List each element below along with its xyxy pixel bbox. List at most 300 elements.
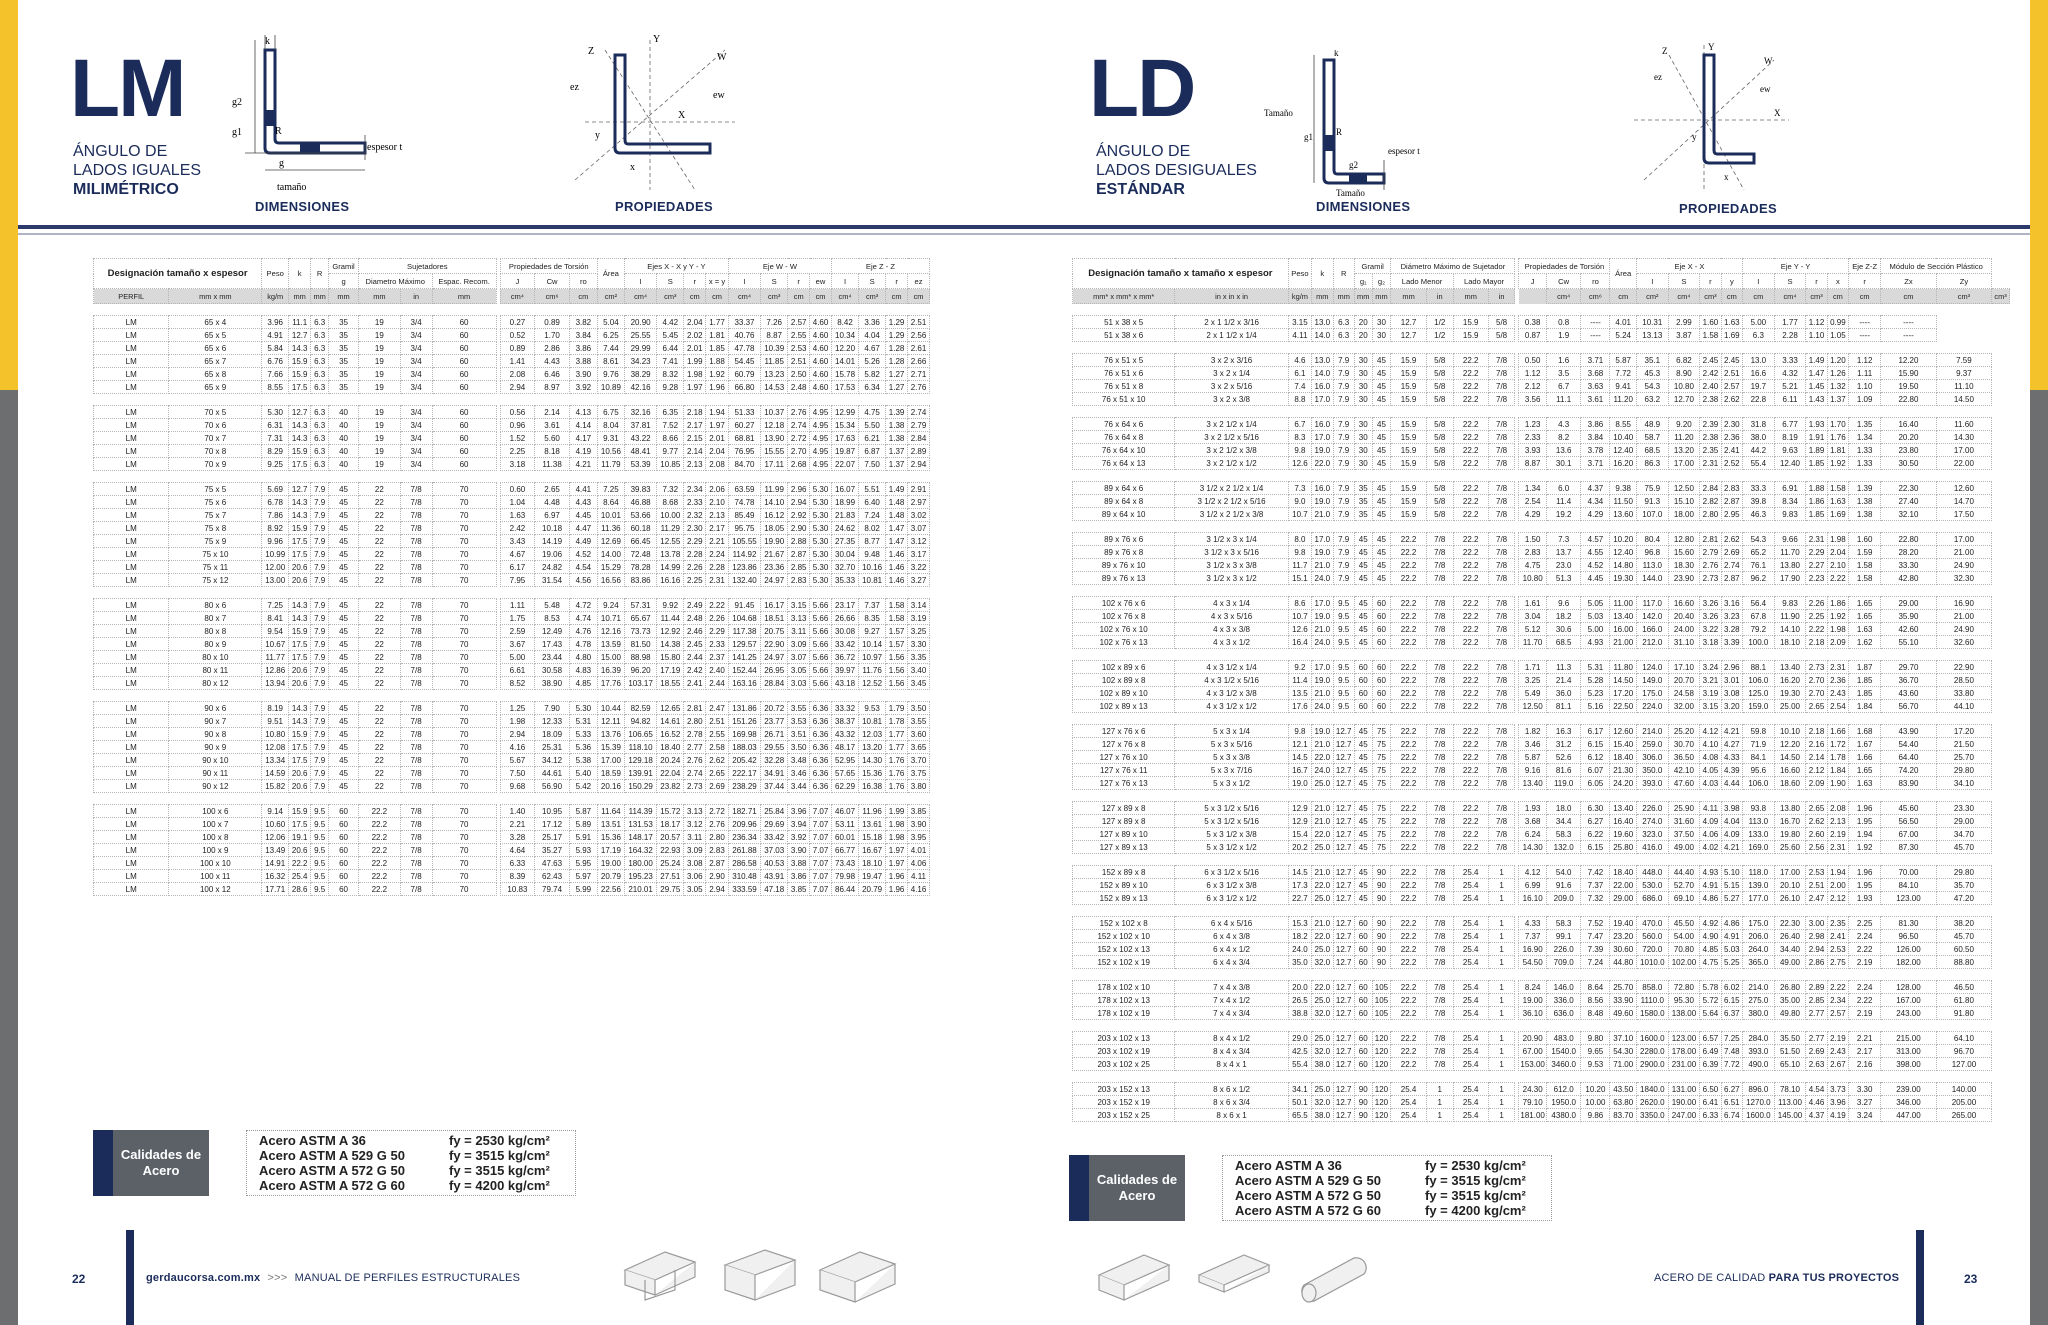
table-cell: 22.2 [1391, 572, 1426, 585]
unit-cell: mm [1333, 289, 1354, 304]
table-cell: 195.23 [624, 870, 656, 883]
table-cell: 7.52 [657, 419, 684, 432]
table-cell: 64.10 [1936, 1032, 1991, 1045]
table-cell: 80 x 9 [169, 638, 262, 651]
table-cell: 22.2 [1453, 738, 1488, 751]
table-cell: 7/8 [1488, 815, 1515, 828]
table-cell: 2.79 [1700, 546, 1721, 559]
table-cell: 6 x 4 x 3/4 [1175, 956, 1288, 969]
table-cell: 19.90 [761, 535, 788, 548]
table-cell: 1 [1488, 866, 1515, 879]
table-cell: 21.0 [1312, 559, 1333, 572]
table-cell: 2.50 [788, 368, 810, 381]
table-cell: 22.2 [1391, 636, 1426, 649]
table-cell: 2.72 [706, 805, 729, 818]
table-cell: 4.6 [1288, 354, 1311, 367]
table-cell: 22.2 [1453, 431, 1488, 444]
table-cell: 15.18 [859, 831, 886, 844]
table-cell: 14.3 [289, 599, 311, 612]
table-cell: 60 [1372, 597, 1391, 610]
table-cell: 1.40 [500, 805, 535, 818]
table-cell: 118.0 [1743, 866, 1775, 879]
table-cell: 4.85 [569, 677, 597, 690]
subheader-cell: I [1636, 274, 1668, 289]
table-cell: 25.4 [1391, 1109, 1426, 1122]
prop-ez-label: ez [570, 82, 579, 93]
table-row [1073, 1058, 2010, 1071]
table-cell: 65 x 6 [169, 342, 262, 355]
table-cell: 45 [1372, 495, 1391, 508]
table-cell: 20.10 [1774, 879, 1806, 892]
table-cell: 3.46 [1519, 738, 1546, 751]
table-cell: 44.40 [1668, 866, 1700, 879]
table-cell: 1.26 [1827, 367, 1848, 380]
table-cell: 3.35 [908, 651, 930, 664]
table-cell: 5.30 [810, 548, 832, 561]
table-cell: 7/8 [400, 561, 432, 574]
unit-cell: cm³ [657, 289, 684, 304]
table-cell: 2.14 [1806, 751, 1827, 764]
table-cell: 7/8 [400, 496, 432, 509]
table-cell: 10.95 [535, 805, 570, 818]
table-cell: 141.25 [728, 651, 760, 664]
table-cell: 75 [1372, 725, 1391, 738]
dim-k-label: k [1334, 50, 1339, 58]
table-row [1073, 930, 2010, 943]
table-cell: 18.2 [1546, 610, 1581, 623]
table-cell: 2.51 [1806, 879, 1827, 892]
subheader-cell: ro [1581, 274, 1610, 289]
table-cell: 7/8 [1488, 636, 1515, 649]
table-cell: 13.40 [1519, 777, 1546, 790]
table-cell: 7.90 [535, 702, 570, 715]
table-cell: 5.30 [810, 535, 832, 548]
table-row [1073, 866, 2010, 879]
table-cell: 2.13 [706, 509, 729, 522]
table-cell: 2.22 [1849, 994, 1881, 1007]
table-cell: 11.4 [1288, 674, 1311, 687]
table-cell: 29.55 [761, 741, 788, 754]
table-cell: 3.5 [1546, 367, 1581, 380]
table-cell: 2.14 [684, 445, 706, 458]
table-cell: 13.6 [1546, 444, 1581, 457]
table-cell: 39.8 [1743, 495, 1775, 508]
table-cell: 45 [1354, 725, 1372, 738]
table-cell: 90 x 10 [169, 754, 262, 767]
table-cell: 22.90 [1936, 661, 1991, 674]
table-cell: 5.38 [569, 754, 597, 767]
table-cell: 2.81 [1700, 533, 1721, 546]
table-cell: 152.44 [728, 664, 760, 677]
table-cell: 70 [432, 483, 496, 496]
table-cell: 3.94 [788, 818, 810, 831]
table-row [1073, 533, 2010, 546]
table-cell: 4.95 [810, 406, 832, 419]
table-cell: 686.0 [1636, 892, 1668, 905]
table-cell: 70 [432, 625, 496, 638]
table-cell: 75 [1372, 802, 1391, 815]
table-cell: 11.99 [761, 483, 788, 496]
prop-y-label: Y [1708, 42, 1715, 52]
table-cell: 45 [1354, 546, 1372, 559]
table-cell: 29.00 [1610, 892, 1637, 905]
table-cell: 448.0 [1636, 866, 1668, 879]
table-cell: 9.14 [262, 805, 289, 818]
table-cell: 7.9 [311, 574, 329, 587]
table-cell: 22.2 [1453, 559, 1488, 572]
table-cell: 4 x 3 1/2 x 3/8 [1175, 687, 1288, 700]
table-cell: 70 x 8 [169, 445, 262, 458]
table-cell: 10.80 [262, 728, 289, 741]
table-cell: 33.32 [831, 702, 858, 715]
table-cell: 3.13 [788, 612, 810, 625]
table-cell: 2.02 [684, 329, 706, 342]
table-cell: 9.53 [1581, 1058, 1610, 1071]
table-cell: 2.91 [908, 483, 930, 496]
table-cell: 4.54 [1806, 1083, 1827, 1096]
table-row [1073, 981, 2010, 994]
table-cell: 7.9 [311, 767, 329, 780]
table-cell: 114.39 [624, 805, 656, 818]
table-cell: 38.0 [1312, 1058, 1333, 1071]
table-cell: 5.60 [535, 432, 570, 445]
table-cell: 3.78 [1581, 444, 1610, 457]
table-cell: 53.39 [624, 458, 656, 471]
table-row [1073, 354, 2010, 367]
table-cell: 102 x 76 x 6 [1073, 597, 1175, 610]
table-cell: 6.36 [810, 715, 832, 728]
table-cell: 3.86 [788, 870, 810, 883]
table-cell: 100.0 [1743, 636, 1775, 649]
table-cell: 10.31 [1636, 316, 1668, 329]
table-cell: 12.7 [1391, 316, 1426, 329]
table-cell: 22.2 [1453, 546, 1488, 559]
table-cell: 106.65 [624, 728, 656, 741]
table-cell: 2.83 [1721, 482, 1742, 495]
table-cell: 0.60 [500, 483, 535, 496]
table-cell: 3.96 [1827, 1096, 1848, 1109]
table-cell: 12.7 [289, 329, 311, 342]
table-cell: 1.39 [886, 406, 908, 419]
table-cell: 6.3 [311, 316, 329, 329]
table-cell: 5.30 [810, 483, 832, 496]
table-cell: 10.99 [262, 548, 289, 561]
table-cell: 306.0 [1636, 751, 1668, 764]
table-cell: 2.45 [1721, 354, 1742, 367]
table-cell: 5/8 [1426, 418, 1453, 431]
table-cell: 2.94 [788, 496, 810, 509]
table-cell: 4.60 [810, 316, 832, 329]
table-cell: 2.53 [788, 342, 810, 355]
table-cell: 31.10 [1668, 636, 1700, 649]
table-cell: 1.34 [1519, 482, 1546, 495]
table-cell: 7/8 [1426, 546, 1453, 559]
table-cell: 24.0 [1312, 572, 1333, 585]
table-cell: 4.60 [810, 329, 832, 342]
table-cell: 8.56 [1581, 994, 1610, 1007]
table-cell: 4 x 3 1/2 x 5/16 [1175, 674, 1288, 687]
table-row [94, 728, 930, 741]
table-cell: 118.10 [624, 741, 656, 754]
table-cell: 13.20 [1668, 444, 1700, 457]
table-cell: 17.6 [1288, 700, 1311, 713]
table-cell: 2.15 [684, 432, 706, 445]
unit-cell: cm [706, 289, 729, 304]
table-cell: 2.89 [1806, 981, 1827, 994]
table-cell: 14.3 [289, 612, 311, 625]
table-cell: LM [94, 844, 169, 857]
table-cell: 14.01 [831, 355, 858, 368]
table-cell: 6.36 [810, 754, 832, 767]
table-cell: 7/8 [400, 509, 432, 522]
table-cell: 38.20 [1936, 917, 1991, 930]
table-cell: 114.92 [728, 548, 760, 561]
table-cell: 8.04 [597, 419, 624, 432]
table-cell: 6 x 4 x 1/2 [1175, 943, 1288, 956]
table-cell: 19.80 [1774, 828, 1806, 841]
table-cell: LM [94, 767, 169, 780]
table-cell: 7.9 [311, 638, 329, 651]
table-cell: 1.56 [886, 651, 908, 664]
table-cell: 43.60 [1881, 687, 1936, 700]
table-cell: 23.36 [761, 561, 788, 574]
table-cell: 1.66 [1827, 725, 1848, 738]
table-cell: 52.70 [1668, 879, 1700, 892]
table-cell: 2.94 [908, 458, 930, 471]
table-cell: 4.04 [1721, 815, 1742, 828]
unit-cell: cm⁴ [1774, 289, 1806, 304]
table-cell: 1.97 [886, 857, 908, 870]
table-cell: 4.95 [810, 458, 832, 471]
table-cell: 9.28 [657, 381, 684, 394]
table-cell: 24.00 [1668, 623, 1700, 636]
table-cell: 21.0 [1312, 866, 1333, 879]
table-cell: 7.9 [1333, 495, 1354, 508]
table-row [94, 651, 930, 664]
table-cell: 35 [329, 329, 359, 342]
table-cell: 323.0 [1636, 828, 1668, 841]
table-cell: 30 [1354, 354, 1372, 367]
table-cell: 22.2 [1391, 930, 1426, 943]
table-cell: 35 [329, 355, 359, 368]
table-cell: 69.10 [1668, 892, 1700, 905]
table-cell: 16.0 [1312, 380, 1333, 393]
table-cell: 1 [1488, 1096, 1515, 1109]
table-cell: 30.58 [535, 664, 570, 677]
table-cell: 22.2 [1453, 764, 1488, 777]
grade-row [259, 1178, 563, 1193]
table-cell: 9.5 [1333, 700, 1354, 713]
table-cell: 1.33 [1849, 457, 1881, 470]
table-cell: 75 x 6 [169, 496, 262, 509]
table-cell: 120 [1372, 1096, 1391, 1109]
table-cell: 17.71 [262, 883, 289, 896]
table-cell: 3.26 [1700, 610, 1721, 623]
table-cell: 22.2 [1391, 764, 1426, 777]
subheader-cell: I [831, 274, 858, 289]
table-cell: 66.45 [624, 535, 656, 548]
table-cell: 139.0 [1743, 879, 1775, 892]
table-cell: 30 [1354, 393, 1372, 406]
table-cell: LM [94, 857, 169, 870]
table-cell: ---- [1881, 329, 1936, 342]
table-cell: 5/8 [1426, 508, 1453, 521]
table-cell: 123.86 [728, 561, 760, 574]
table-cell: 5 x 3 1/2 x 3/8 [1175, 828, 1288, 841]
table-cell: 7.86 [262, 509, 289, 522]
table-cell: 20.2 [1288, 841, 1311, 854]
table-cell: 2.39 [1700, 418, 1721, 431]
table-cell: 86.44 [831, 883, 858, 896]
properties-label: PROPIEDADES [615, 199, 713, 214]
table-row [94, 870, 930, 883]
table-cell: 6 x 3 1/2 x 3/8 [1175, 879, 1288, 892]
table-cell: 100 x 9 [169, 844, 262, 857]
table-cell: 1 [1488, 1032, 1515, 1045]
table-cell: 4.03 [1700, 777, 1721, 790]
col-designacion: Designación tamaño x tamaño x espesor [1073, 259, 1289, 289]
table-cell: 8.8 [1288, 393, 1311, 406]
table-cell: 2.62 [706, 754, 729, 767]
table-cell: 2.63 [1806, 1058, 1827, 1071]
table-cell: 25.4 [1453, 943, 1488, 956]
unit-cell: cm⁶ [535, 289, 570, 304]
table-cell: 22.2 [1453, 777, 1488, 790]
table-cell: 2.45 [1700, 354, 1721, 367]
table-cell: LM [94, 574, 169, 587]
table-cell: 7/8 [400, 780, 432, 793]
table-cell: 22.30 [1881, 482, 1936, 495]
table-cell: 3.63 [1581, 380, 1610, 393]
table-cell: 215.00 [1881, 1032, 1936, 1045]
table-cell: 3.30 [908, 638, 930, 651]
table-cell: 45 [1354, 636, 1372, 649]
table-cell: 7/8 [400, 483, 432, 496]
table-cell: 75 [1372, 764, 1391, 777]
table-cell: 1 [1488, 994, 1515, 1007]
table-cell: 25.00 [1774, 700, 1806, 713]
table-cell: 5.23 [1581, 687, 1610, 700]
table-cell: 4.45 [569, 509, 597, 522]
table-cell: 32.10 [1881, 508, 1936, 521]
table-cell: 81.50 [624, 638, 656, 651]
table-cell: 16.4 [1288, 636, 1311, 649]
table-cell: 34.23 [624, 355, 656, 368]
table-cell: 3.04 [1519, 610, 1546, 623]
table-cell: 21.0 [1312, 623, 1333, 636]
table-cell: 55.4 [1743, 457, 1775, 470]
table-cell: 3 x 2 x 5/16 [1175, 380, 1288, 393]
table-cell: 1.81 [706, 329, 729, 342]
table-cell: 60 [329, 831, 359, 844]
table-cell: 2.08 [706, 458, 729, 471]
table-cell: 310.48 [728, 870, 760, 883]
table-cell: ---- [1849, 329, 1881, 342]
table-cell: 7/8 [1488, 457, 1515, 470]
table-cell: 4.54 [569, 561, 597, 574]
table-cell: 12.7 [1333, 828, 1354, 841]
table-cell: 1.84 [1827, 764, 1848, 777]
table-cell: 2.42 [1700, 367, 1721, 380]
table-cell: 2.76 [706, 818, 729, 831]
table-row [1073, 700, 2010, 713]
table-cell: 22.30 [1774, 917, 1806, 930]
subheader-cell: x [1827, 274, 1848, 289]
table-cell: 12.60 [1936, 482, 1991, 495]
table-cell: 9.53 [859, 702, 886, 715]
table-cell: 2.87 [1721, 495, 1742, 508]
table-cell: 17.00 [1668, 457, 1700, 470]
table-cell: 2.18 [684, 406, 706, 419]
table-cell: 149.0 [1636, 674, 1668, 687]
table-cell: 5.69 [262, 483, 289, 496]
table-cell: 60 [1354, 700, 1372, 713]
table-cell: 21.00 [1936, 546, 1991, 559]
table-cell: 243.00 [1881, 1007, 1936, 1020]
table-cell: 138.00 [1668, 1007, 1700, 1020]
table-cell: 75.9 [1636, 482, 1668, 495]
table-cell: 12.20 [831, 342, 858, 355]
table-cell: 17.00 [597, 754, 624, 767]
table-cell: 2.85 [1806, 994, 1827, 1007]
table-row [1073, 380, 2010, 393]
table-cell: 4.60 [810, 381, 832, 394]
table-row [94, 818, 930, 831]
table-cell: 22.2 [1391, 546, 1426, 559]
table-cell: 5.84 [262, 342, 289, 355]
table-cell: 3.25 [908, 625, 930, 638]
table-cell: 1.34 [1849, 431, 1881, 444]
col-sujetadores: Sujetadores [358, 259, 496, 274]
table-cell: 100 x 8 [169, 831, 262, 844]
table-cell: 1.91 [1806, 431, 1827, 444]
table-cell: 7.9 [311, 483, 329, 496]
table-cell: 7/8 [1426, 1032, 1453, 1045]
grade-fy: fy = 3515 kg/cm² [1425, 1188, 1526, 1203]
table-cell: 1.96 [886, 883, 908, 896]
table-cell: 3.86 [569, 342, 597, 355]
table-cell: 5.93 [569, 844, 597, 857]
table-cell: 1.04 [500, 496, 535, 509]
table-cell: 9.8 [1288, 725, 1311, 738]
unit-cell: cm [1721, 289, 1742, 304]
table-cell: 2.65 [706, 767, 729, 780]
table-cell: 1.77 [1774, 316, 1806, 329]
table-cell: 858.0 [1636, 981, 1668, 994]
table-cell: 90 [1372, 892, 1391, 905]
table-cell: 6.51 [1721, 1096, 1742, 1109]
table-cell: 6.1 [1288, 367, 1311, 380]
table-cell: 1.88 [706, 355, 729, 368]
col-ejes-xy: Ejes X - X y Y - Y [624, 259, 728, 274]
table-cell: 2.26 [684, 561, 706, 574]
table-cell: 3.09 [684, 844, 706, 857]
table-cell: 9.5 [311, 818, 329, 831]
table-cell: 22.0 [1312, 828, 1333, 841]
table-cell: 17.5 [289, 818, 311, 831]
table-cell: 6.3 [311, 381, 329, 394]
table-cell: 35 [329, 381, 359, 394]
table-cell: 117.38 [728, 625, 760, 638]
table-cell: 12.08 [262, 741, 289, 754]
table-cell: 11.10 [1936, 380, 1991, 393]
table-cell: 11.1 [1546, 393, 1581, 406]
table-cell: 2.69 [1721, 546, 1742, 559]
table-cell: 7.9 [1333, 546, 1354, 559]
table-cell: 2.76 [1700, 559, 1721, 572]
table-cell: 5.64 [1700, 1007, 1721, 1020]
table-cell: 8.66 [657, 432, 684, 445]
